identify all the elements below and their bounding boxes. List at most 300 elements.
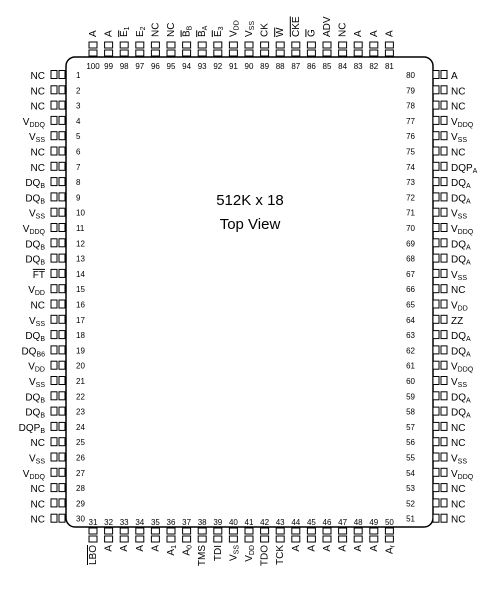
- pin-lead: [59, 147, 65, 155]
- pin-85: [322, 16, 333, 71]
- pin-lead: [89, 536, 97, 542]
- pin-name: A: [368, 545, 380, 552]
- pin-name: $DQ_A$: [451, 178, 471, 191]
- pin-95: [166, 23, 177, 71]
- pin-name: NC: [451, 514, 466, 526]
- pin-lead: [441, 453, 447, 461]
- pin-81: [384, 30, 395, 71]
- pin-number: 93: [197, 62, 207, 71]
- pin-lead: [433, 392, 439, 400]
- pin-name: $A_r$: [384, 545, 397, 555]
- pin-number: 70: [406, 224, 415, 233]
- pin-lead: [51, 453, 57, 461]
- pin-45: [306, 518, 317, 552]
- pin-lead: [105, 50, 113, 56]
- pin-lead: [136, 536, 144, 542]
- pin-lead: [59, 331, 65, 339]
- pin-lead: [59, 315, 65, 323]
- pin-name: $V_{SS}$: [28, 453, 45, 466]
- pin-lead: [433, 147, 439, 155]
- pin-number: 28: [76, 484, 85, 494]
- pin-lead: [120, 50, 128, 56]
- pin-lead: [441, 407, 447, 415]
- pin-number: 36: [166, 518, 176, 527]
- pin-lead: [51, 101, 57, 109]
- pin-lead: [441, 208, 447, 216]
- pin-lead: [385, 536, 393, 542]
- pin-35: [150, 518, 161, 552]
- pin-lead: [354, 50, 362, 56]
- pin-number: 76: [406, 132, 415, 142]
- pin-name: A: [306, 545, 318, 552]
- pin-lead: [151, 528, 159, 534]
- pin-lead: [276, 536, 284, 542]
- pin-number: 83: [353, 62, 363, 71]
- pin-100: [86, 30, 100, 71]
- pin-lead: [51, 407, 57, 415]
- pin-lead: [370, 528, 378, 534]
- pin-lead: [183, 50, 191, 56]
- pin-number: 97: [135, 62, 145, 71]
- pin-lead: [59, 361, 65, 369]
- pin-name: NC: [451, 86, 466, 98]
- pin-lead: [433, 208, 439, 216]
- pin-name: NC: [30, 147, 45, 159]
- pin-lead: [136, 50, 144, 56]
- pin-name: $E_2$: [134, 26, 147, 37]
- pin-lead: [59, 484, 65, 492]
- pin-number: 20: [76, 361, 85, 371]
- pin-lead: [59, 453, 65, 461]
- pin-lead: [51, 331, 57, 339]
- pin-name: $V_{SS}$: [451, 208, 468, 221]
- pin-lead: [245, 42, 253, 48]
- chip-view-label: Top View: [219, 216, 281, 233]
- pin-lead: [370, 50, 378, 56]
- pin-name: $V_{SS}$: [451, 269, 468, 282]
- pin-number: 43: [275, 518, 285, 527]
- pin-lead: [183, 536, 191, 542]
- pin-name: NC: [451, 438, 466, 450]
- pin-number: 42: [260, 518, 270, 527]
- pin-lead: [59, 285, 65, 293]
- pin-lead: [370, 42, 378, 48]
- pin-name: $V_{DD}$: [451, 300, 468, 313]
- pin-lead: [229, 528, 237, 534]
- pin-number: 3: [76, 101, 81, 111]
- pin-name: NC: [337, 22, 349, 37]
- pin-lead: [433, 484, 439, 492]
- pin-82: [369, 30, 380, 71]
- pin-number: 34: [135, 518, 145, 527]
- pin-name: CKE: [290, 16, 302, 37]
- pin-lead: [433, 422, 439, 430]
- pin-lead: [441, 101, 447, 109]
- pin-name: $V_{SS}$: [451, 453, 468, 466]
- pin-number: 50: [384, 518, 394, 527]
- pin-name: NC: [30, 86, 45, 98]
- pin-number: 77: [406, 116, 415, 126]
- pin-lead: [51, 147, 57, 155]
- pin-lead: [385, 50, 393, 56]
- pin-lead: [59, 346, 65, 354]
- pin-number: 62: [406, 346, 415, 356]
- pin-name: $V_{SS}$: [28, 315, 45, 328]
- pin-lead: [59, 162, 65, 170]
- pin-number: 51: [406, 514, 415, 524]
- pin-49: [369, 518, 380, 552]
- pin-lead: [441, 71, 447, 79]
- pin-99: [104, 30, 115, 71]
- pin-lead: [59, 193, 65, 201]
- pin-88: [275, 27, 286, 71]
- pin-number: 10: [76, 208, 85, 218]
- pin-name: $V_{DDQ}$: [451, 116, 474, 129]
- pin-lead: [433, 438, 439, 446]
- pin-name: NC: [30, 484, 45, 496]
- pin-name: $V_{SS}$: [244, 20, 256, 37]
- pin-lead: [433, 224, 439, 232]
- pin-86: [306, 29, 317, 71]
- pin-number: 39: [213, 518, 223, 527]
- pin-lead: [354, 42, 362, 48]
- pin-lead: [441, 468, 447, 476]
- pin-name: $V_{SS}$: [28, 132, 45, 145]
- pin-name: $B_A$: [197, 25, 210, 37]
- pin-number: 8: [76, 178, 81, 188]
- pin-lead: [59, 499, 65, 507]
- pin-lead: [51, 116, 57, 124]
- pin-number: 26: [76, 453, 85, 463]
- pin-lead: [59, 178, 65, 186]
- pin-lead: [51, 361, 57, 369]
- pin-lead: [89, 42, 97, 48]
- pin-lead: [339, 528, 347, 534]
- pin-name: $V_{DDQ}$: [22, 224, 45, 236]
- pin-number: 55: [406, 453, 415, 463]
- pin-name: $V_{DDQ}$: [451, 224, 474, 236]
- pin-name: G: [306, 29, 318, 37]
- pin-name: $V_{SS}$: [451, 377, 468, 389]
- pin-lead: [354, 528, 362, 534]
- pin-name: NC: [451, 499, 466, 511]
- pin-number: 80: [406, 71, 415, 80]
- pin-lead: [51, 438, 57, 446]
- pin-number: 24: [76, 422, 85, 432]
- pin-number: 79: [406, 86, 415, 96]
- pin-lead: [51, 162, 57, 170]
- pin-lead: [59, 468, 65, 476]
- pin-number: 19: [76, 346, 85, 356]
- pin-name: A: [103, 30, 115, 37]
- pin-name: NC: [166, 22, 177, 37]
- pin-name: $DQ_A$: [451, 331, 471, 344]
- pin-number: 9: [76, 193, 81, 203]
- pin-name: NC: [150, 22, 162, 37]
- pin-lead: [167, 42, 175, 48]
- pin-lead: [441, 132, 447, 140]
- pin-name: A: [290, 545, 302, 552]
- pin-name: $DQ_B$: [25, 178, 45, 191]
- pin-name: NC: [30, 101, 45, 113]
- pin-lead: [441, 422, 447, 430]
- pin-number: 96: [150, 62, 160, 71]
- pin-lead: [339, 50, 347, 56]
- pin-name: NC: [30, 514, 45, 526]
- pin-number: 72: [406, 193, 415, 203]
- pin-number: 57: [406, 422, 415, 432]
- pin-87: [291, 16, 302, 71]
- pin-number: 58: [406, 407, 415, 417]
- pin-name: $DQ_A$: [451, 254, 471, 267]
- pin-name: A: [88, 30, 99, 37]
- pin-lead: [441, 315, 447, 323]
- pin-lead: [51, 71, 57, 79]
- pin-lead: [441, 193, 447, 201]
- pin-lead: [51, 254, 57, 262]
- chip-title: 512K x 18: [216, 192, 284, 209]
- pin-number: 75: [406, 147, 415, 157]
- pin-name: $B_B$: [181, 25, 194, 37]
- pin-name: NC: [30, 499, 45, 511]
- pin-42: [260, 518, 271, 566]
- pin-lead: [51, 392, 57, 400]
- pin-number: 61: [406, 361, 415, 371]
- pin-number: 63: [406, 331, 415, 341]
- pin-lead: [323, 528, 331, 534]
- pin-lead: [433, 285, 439, 293]
- pin-number: 40: [228, 518, 238, 527]
- pin-lead: [276, 528, 284, 534]
- pin-name: $V_{SS}$: [28, 377, 45, 389]
- pin-number: 46: [322, 518, 332, 527]
- pin-number: 69: [406, 239, 415, 249]
- pin-name: W: [275, 27, 287, 37]
- pin-lead: [245, 536, 253, 542]
- pin-lead: [433, 132, 439, 140]
- pin-name: A: [322, 545, 333, 552]
- pin-number: 64: [406, 315, 415, 325]
- pin-31: [88, 518, 99, 565]
- pin-lead: [105, 536, 113, 542]
- pin-name: $DQ_B$: [25, 407, 45, 420]
- pin-lead: [433, 193, 439, 201]
- pin-number: 86: [306, 62, 316, 71]
- pin-84: [338, 23, 349, 71]
- pin-lead: [51, 208, 57, 216]
- pin-name: TDI: [212, 545, 224, 562]
- pin-lead: [59, 116, 65, 124]
- pin-number: 29: [76, 499, 85, 509]
- pin-lead: [433, 300, 439, 308]
- pin-lead: [292, 528, 300, 534]
- pin-lead: [433, 239, 439, 247]
- pin-name: $DQ_A$: [451, 407, 471, 420]
- pin-lead: [307, 536, 315, 542]
- pin-lead: [433, 346, 439, 354]
- pin-lead: [120, 42, 128, 48]
- pin-number: 54: [406, 468, 415, 478]
- pin-lead: [59, 300, 65, 308]
- pin-lead: [59, 269, 65, 277]
- pin-lead: [167, 528, 175, 534]
- pin-number: 37: [182, 518, 192, 527]
- pin-lead: [136, 42, 144, 48]
- pin-lead: [89, 50, 97, 56]
- pin-lead: [51, 285, 57, 293]
- pin-lead: [433, 407, 439, 415]
- pin-name: $DQ_B$: [25, 331, 45, 344]
- pin-name: $V_{DDQ}$: [451, 361, 474, 374]
- pin-lead: [183, 42, 191, 48]
- pin-lead: [323, 50, 331, 56]
- pin-47: [338, 518, 349, 552]
- pin-name: $V_{DD}$: [28, 285, 45, 298]
- pin-number: 74: [406, 162, 415, 172]
- pin-lead: [59, 224, 65, 232]
- pin-lead: [59, 86, 65, 94]
- pin-number: 71: [406, 208, 415, 218]
- pin-lead: [51, 178, 57, 186]
- pin-name: $DQ_B$: [25, 254, 45, 267]
- pin-96: [150, 23, 161, 71]
- pin-lead: [214, 42, 222, 48]
- pin-name: A: [353, 30, 365, 37]
- pin-lead: [441, 239, 447, 247]
- pin-lead: [105, 42, 113, 48]
- pin-name: $DQ_A$: [451, 239, 471, 252]
- pin-lead: [51, 86, 57, 94]
- pin-name: NC: [30, 162, 45, 174]
- pin-number: 89: [260, 62, 270, 71]
- pin-lead: [229, 50, 237, 56]
- pin-number: 25: [76, 438, 85, 448]
- pin-38: [197, 518, 208, 566]
- pin-lead: [51, 346, 57, 354]
- pin-lead: [433, 468, 439, 476]
- pin-lead: [441, 514, 447, 522]
- pin-name: LBO: [88, 545, 99, 566]
- pin-name: ZZ: [451, 315, 464, 327]
- pin-lead: [59, 438, 65, 446]
- pin-number: 47: [338, 518, 348, 527]
- pin-lead: [167, 50, 175, 56]
- pin-lead: [51, 315, 57, 323]
- pin-lead: [433, 453, 439, 461]
- pin-number: 35: [150, 518, 160, 527]
- pin-number: 85: [322, 62, 332, 71]
- pin-name: $DQ_B$: [25, 392, 45, 405]
- pin-lead: [441, 178, 447, 186]
- pin-number: 88: [275, 62, 285, 71]
- pin-lead: [385, 528, 393, 534]
- pin-number: 32: [104, 518, 114, 527]
- pin-number: 52: [406, 499, 415, 509]
- pin-number: 18: [76, 331, 85, 341]
- pin-lead: [261, 50, 269, 56]
- pin-number: 60: [406, 377, 415, 386]
- pin-lead: [433, 178, 439, 186]
- pin-name: TMS: [197, 545, 209, 567]
- pin-46: [322, 518, 333, 552]
- pin-48: [353, 518, 364, 552]
- pin-lead: [441, 361, 447, 369]
- pin-lead: [441, 162, 447, 170]
- pin-lead: [51, 239, 57, 247]
- pin-lead: [307, 528, 315, 534]
- pin-number: 84: [338, 62, 348, 71]
- pin-lead: [151, 50, 159, 56]
- pin-name: $V_{DDQ}$: [22, 116, 45, 129]
- pin-number: 90: [244, 62, 254, 71]
- pin-number: 87: [291, 62, 301, 71]
- pin-number: 4: [76, 116, 81, 126]
- pin-lead: [441, 269, 447, 277]
- pin-lead: [51, 300, 57, 308]
- pin-lead: [51, 514, 57, 522]
- pin-lead: [433, 315, 439, 323]
- pin-number: 66: [406, 285, 415, 295]
- pin-lead: [433, 499, 439, 507]
- pin-name: NC: [451, 101, 466, 113]
- pin-lead: [261, 42, 269, 48]
- pin-number: 91: [228, 62, 238, 71]
- pin-name: $DQP_B$: [18, 422, 45, 435]
- pin-number: 56: [406, 438, 415, 448]
- pin-lead: [198, 42, 206, 48]
- pin-lead: [151, 536, 159, 542]
- pin-name: $DQ_A$: [451, 392, 471, 405]
- pin-name: $V_{DD}$: [244, 545, 256, 562]
- pin-lead: [441, 484, 447, 492]
- pin-lead: [183, 528, 191, 534]
- pin-lead: [120, 536, 128, 542]
- pin-name: $DQP_A$: [451, 162, 478, 175]
- pin-number: 95: [166, 62, 176, 71]
- pin-number: 31: [88, 518, 98, 527]
- pin-lead: [276, 50, 284, 56]
- pin-lead: [441, 499, 447, 507]
- pin-number: 82: [369, 62, 379, 71]
- pin-name: $DQ_{B6}$: [21, 346, 45, 359]
- pin-number: 21: [76, 377, 85, 386]
- pin-lead: [229, 536, 237, 542]
- pin-lead: [441, 147, 447, 155]
- pin-name: A: [134, 545, 146, 552]
- pin-name: $DQ_B$: [25, 239, 45, 252]
- pin-lead: [433, 116, 439, 124]
- pin-89: [260, 23, 271, 71]
- pin-number: 2: [76, 86, 81, 96]
- pin-number: 53: [406, 484, 415, 494]
- pin-name: NC: [451, 285, 466, 297]
- pin-number: 65: [406, 300, 415, 310]
- pin-lead: [433, 162, 439, 170]
- pin-number: 98: [119, 62, 129, 71]
- pin-lead: [370, 536, 378, 542]
- pin-lead: [441, 254, 447, 262]
- pin-name: A: [150, 545, 162, 552]
- package-body: [66, 57, 433, 527]
- pin-name: ADV: [322, 16, 333, 37]
- pin-number: 78: [406, 101, 415, 111]
- pin-name: NC: [451, 147, 466, 159]
- pin-name: $DQ_B$: [25, 193, 45, 206]
- pin-lead: [89, 528, 97, 534]
- pin-number: 41: [244, 518, 254, 527]
- pin-number: 81: [384, 62, 394, 71]
- pin-name: $V_{DDQ}$: [22, 468, 45, 481]
